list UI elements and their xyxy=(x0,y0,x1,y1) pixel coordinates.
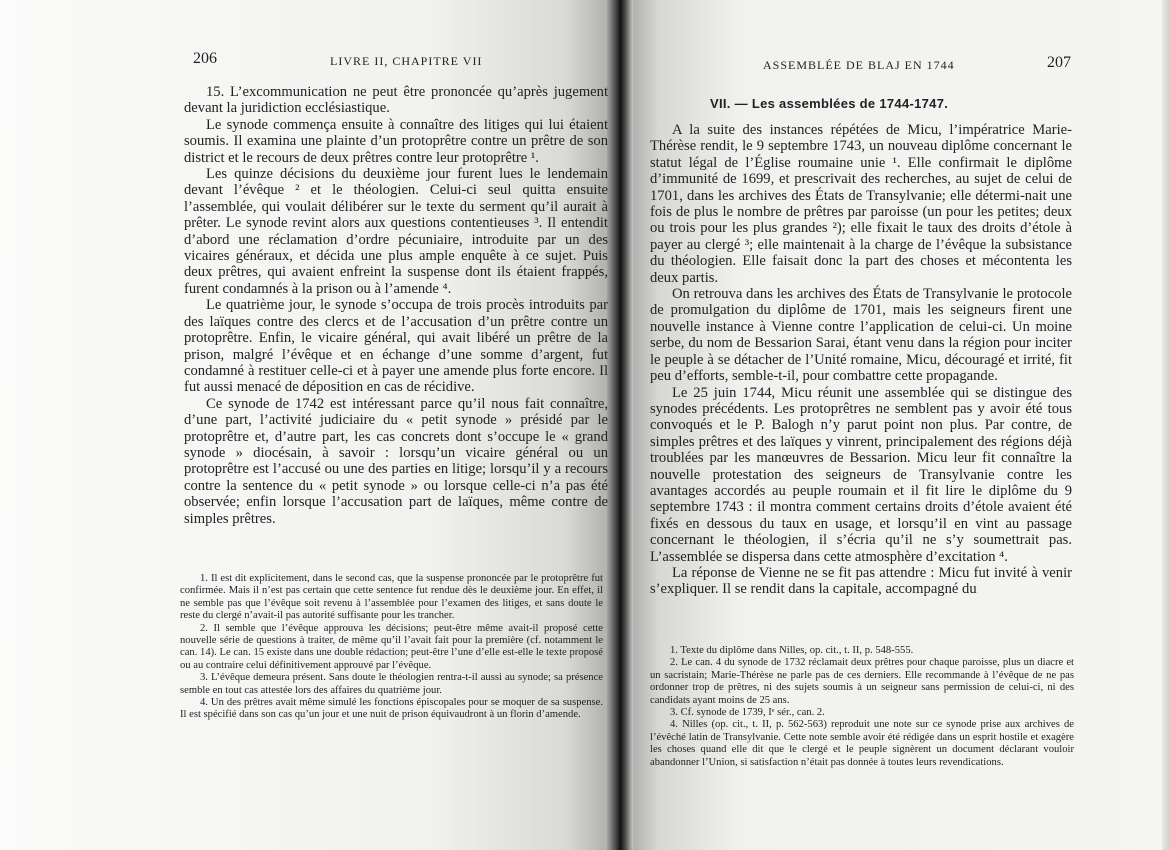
footnote: 3. L’évêque demeura présent. Sans doute le théologien rentra-t-il aussi au synode; sa présence semble en tout cas attestée lors des affaires du quatrième jour. xyxy=(180,672,603,696)
footnote: 2. Il semble que l’évêque approuva les décisions; peut-être même avait-il proposé cette nouvelle série de questions à traiter, de même qu’il l’avait fait pour la première (cf. notamment le can. 14). Le can. 15 existe dans une double rédaction; peut-être l’une d’elle est-elle le texte proposé ou au contraire celui définitivement approuvé par l’évêque. xyxy=(180,622,603,671)
paragraph: 15. L’excommunication ne peut être prononcée qu’après jugement devant la juridiction ecclésiastique. xyxy=(184,84,608,117)
footnote: 2. Le can. 4 du synode de 1732 réclamait deux prêtres pour chaque paroisse, plus un diacre et un sacristain; Marie-Thérèse ne parle pas de ces derniers. Elle recommande à l’évêque de ne pas ordonner trop de prêtres, ni des sujets soumis à un seigneur sans permission de celui-ci, ni des candidats ayant moins de 25 ans. xyxy=(650,657,1074,706)
paragraph: Ce synode de 1742 est intéressant parce qu’il nous fait connaître, d’une part, l’activité judiciaire du « petit synode » présidé par le protoprêtre et, d’autre part, les cas concrets dont s’occupe le « grand synode » diocésain, à savoir : lorsqu’un vicaire général ou un protoprêtre est l’accusé ou une des parties en litige; lorsqu’il y a recours contre la sentence du « petit synode » ou lorsque celle-ci n’a pas été observée; enfin lorsque l’accusation part de laïques, même contre de simples prêtres. xyxy=(184,395,608,527)
right-body-text xyxy=(650,122,1072,598)
footnote: 4. Nilles (op. cit., t. II, p. 562-563) reproduit une note sur ce synode prise aux archives de l’évêché latin de Transylvanie. Cette note semble avoir été rédigée dans un esprit hostile et exagère les choses quand elle dit que le clergé et le peuple signèrent un document déclarant vouloir abandonner l’Union, si satisfaction n’était pas donnée à toutes leurs revendications. xyxy=(650,719,1074,768)
page-edge xyxy=(1162,0,1170,850)
paragraph: Le 25 juin 1744, Micu réunit une assemblée qui se distingue des synodes précédents. Les protoprêtres ne semblent pas y avoir été tous convoqués et le P. Balogh n’y parut point non plus. Par contre, de simples prêtres et des laïques y vinrent, principalement des régions déjà troublées par les manœuvres de Bessarion. Micu leur fit connaître la nouvelle protestation des seigneurs de Transylvanie contre les avantages accordés au peuple roumain et il fit lire le diplôme du 9 septembre 1743 : il montra comment certains droits d’étole avaient été fixés en dessous du taux en usage, et lorsqu’il en vint au passage concernant le théologien, il s’écria qu’il ne s’y soumettrait pas. L’assemblée se dispersa dans cette atmosphère d’excitation ⁴. xyxy=(650,384,1072,565)
left-running-head: LIVRE II, CHAPITRE VII xyxy=(330,54,483,68)
section-heading: VII. — Les assemblées de 1744-1747. xyxy=(710,96,949,111)
book-gutter xyxy=(605,0,633,850)
footnote: 4. Un des prêtres avait même simulé les fonctions épiscopales pour se moquer de sa suspense. Il est spécifié dans son cas qu’un jour et une nuit de prison équivaudront à un florin d’amende. xyxy=(180,697,603,721)
right-running-head: ASSEMBLÉE DE BLAJ EN 1744 xyxy=(763,58,955,72)
left-footnotes xyxy=(180,573,603,722)
right-page-number: 207 xyxy=(1047,54,1071,71)
footnote: 3. Cf. synode de 1739, Iᵉ sér., can. 2. xyxy=(670,707,825,719)
left-page-number: 206 xyxy=(193,50,217,67)
paragraph: Le quatrième jour, le synode s’occupa de trois procès introduits par des laïques contre des clercs et de l’accusation d’un prêtre contre un protoprêtre. Enfin, le vicaire général, qui avait libéré un prêtre de la prison, malgré l’évêque et en échange d’une somme d’argent, fut condamné à restituer celle-ci et à payer une amende plus forte encore. Il fut aussi menacé de déposition en cas de récidive. xyxy=(184,297,608,396)
left-body-text xyxy=(184,84,608,527)
paragraph: Les quinze décisions du deuxième jour furent lues le lendemain devant l’évêque ² et le théologien. Celui-ci seul quitta ensuite l’assemblée, qui voulait délibérer sur le texte du serment qu’il aurait à prêter. Le synode revint alors aux questions contentieuses ³. Il entendit d’abord une réclamation d’ordre pécuniaire, introduite par un des vicaires généraux, et décida une plus ample enquête à ce sujet. Puis deux prêtres, qui avaient enfreint la suspense dont ils étaient frappés, furent condamnés à la prison ou à l’amende ⁴. xyxy=(184,166,608,297)
right-footnotes xyxy=(650,645,1074,769)
footnote: 1. Texte du diplôme dans Nilles, op. cit., t. II, p. 548-555. xyxy=(670,645,914,656)
paragraph: La réponse de Vienne ne se fit pas attendre : Micu fut invité à venir s’expliquer. Il se rendit dans la capitale, accompagné du xyxy=(650,564,1072,598)
paragraph: Le synode commença ensuite à connaître des litiges qui lui étaient soumis. Il examina une plainte d’un protoprêtre contre un prêtre de son district et le recours de deux prêtres contre leur protoprêtre ¹. xyxy=(184,116,608,166)
paragraph: A la suite des instances répétées de Micu, l’impératrice Marie-Thérèse rendit, le 9 septembre 1743, un nouveau diplôme concernant le statut légal de l’Église roumaine unie ¹. Elle confirmait le diplôme d’immunité de 1699, et prescrivait des recherches, au sujet de celui de 1701, dans les archives des États de Transylvanie; elle détermi-nait une fois de plus le nombre de prêtres par paroisse (un pour les petites; deux ou trois pour les plus grandes ²); elle fixait le taux des droits d’étole à payer au clergé ³; elle maintenait à la charge de l’évêque la subsistance du théologien. Elle faisait donc la part des choses et mécontenta les deux partis. xyxy=(650,122,1072,286)
footnote: 1. Il est dit explicitement, dans le second cas, que la suspense prononcée par le protoprêtre fut confirmée. Mais il n’est pas certain que cette sentence fut rendue dès le deuxième jour. En effet, il ne semble pas que l’évêque soit revenu à l’assemblée pour l’examen des litiges, et sans doute le reste du clergé n’avait-il pas autorité suffisante pour les trancher. xyxy=(180,573,603,622)
paragraph: On retrouva dans les archives des États de Transylvanie le protocole de promulgation du diplôme de 1701, mais les seigneurs firent une nouvelle instance à Vienne contre l’application de celui-ci. Un moine serbe, du nom de Bessarion Sarai, étant venu dans la région pour inciter le peuple à se détacher de l’Unité romaine, Micu, découragé et irrité, fit peu d’efforts, semble-t-il, pour combattre cette propagande. xyxy=(650,286,1072,385)
